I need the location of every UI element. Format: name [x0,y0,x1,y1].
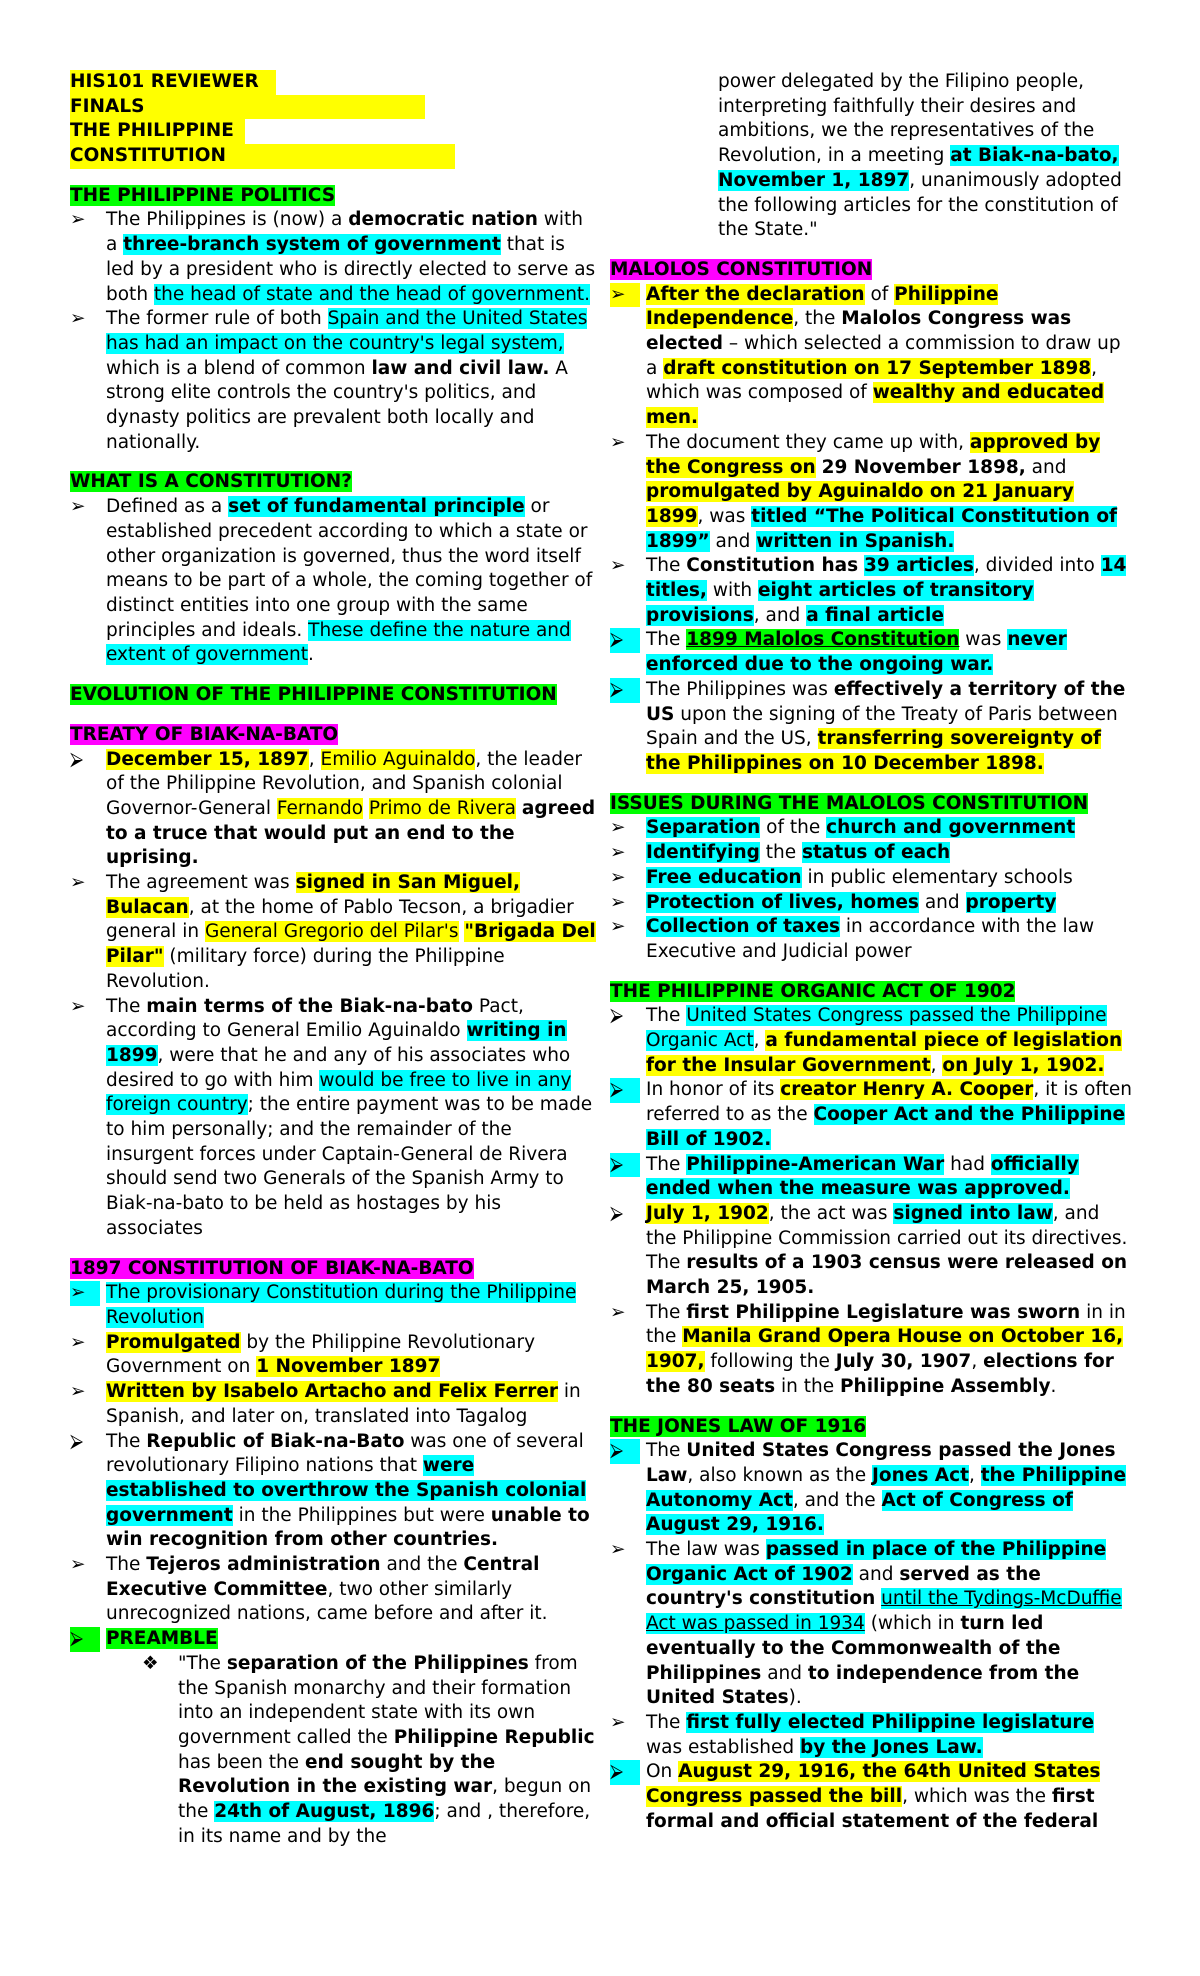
list-item [70,1430,598,1554]
text-run: The Philippines is (now) a [106,209,349,231]
text-run: , [308,748,321,770]
section-issues-malolos [610,792,1132,965]
arrow-icon: ➢ [610,891,626,913]
text-run: and [1025,456,1067,478]
text-run: , were that he and any of his associates who desired to go with him [106,1044,571,1091]
section-title: THE PHILIPPINE ORGANIC ACT OF 1902 [610,980,1016,1002]
text-run: first Philippine Legislature was sworn [686,1301,1081,1323]
text-run: first formal and official statement of the federal [646,1786,1099,1832]
list-item [70,307,598,455]
list-item [70,1331,598,1380]
text-run: Separation [646,817,761,839]
text-run: ; and , therefore, in its name and by the [178,1801,591,1847]
arrow-icon: ⮚ [70,1627,100,1652]
text-run: three-branch system of government [123,234,501,256]
text-run: The Philippines was [646,678,834,700]
list-item [70,1380,598,1429]
text-run: promulgated by Aguinaldo on 21 January 1899 [646,481,1074,527]
text-run: (military force) during the Philippine Revolution. [106,946,505,992]
text-run: main terms of the Biak-na-bato [146,995,473,1017]
text-run: ). [788,1687,802,1709]
text-run: , [971,1351,984,1373]
text-run: August 29, 1916, the 64th United States Congress passed the bill [646,1761,1101,1808]
arrow-icon: ➢ [70,1331,86,1353]
text-run: or established precedent according to which a state or other organization is governed, thus the word itself means to be part of a whole, the coming together of distinct entities into one group with the same principles and ideals. [106,496,593,641]
arrow-icon: ⮚ [610,1439,640,1464]
diamond-icon: ❖ [142,1652,159,1674]
text-run: in the Philippines but were [232,1504,491,1526]
text-run: unable to win recognition from other countries. [106,1504,590,1551]
text-run: , two other similarly unrecognized nations, came before and after it. [106,1578,548,1625]
arrow-icon: ➢ [70,1381,86,1403]
arrow-icon: ➢ [610,842,626,864]
text-run: first fully elected Philippine legislature [686,1712,1095,1733]
list-item [70,995,598,1242]
arrow-icon: ➢ [610,431,626,453]
document-header [70,70,598,169]
text-run: Constitution has [686,555,859,577]
text-run: After the declaration [646,283,865,305]
arrow-icon: ⮚ [610,1202,624,1224]
text-run: Philippine Independence [646,283,999,330]
text-run: General Gregorio del Pilar's [204,921,459,943]
text-run: The agreement was [106,872,296,894]
list-item [610,1202,1132,1301]
list-item [70,1281,598,1330]
text-run: agreed to a truce that would put an end to the uprising. [106,797,596,869]
text-run: results of a 1903 census were released on March 25, 1905. [646,1252,1128,1299]
text-run: The [106,1554,147,1576]
list-item [610,1538,1132,1711]
section-evolution [70,683,598,708]
text-run: On [646,1761,679,1783]
text-run: , the leader of the Philippine Revolution, and Spanish colonial Governor-General [106,748,582,819]
preamble-quote [70,1652,598,1850]
list-item [610,1301,1132,1400]
text-run: Manila Grand Opera House on October 16, 1907, [646,1326,1124,1373]
text-run: Act of Congress of August 29, 1916. [646,1489,1073,1536]
text-run: from the Spanish monarchy and their formation into an independent state with its own government called the [178,1652,578,1748]
text-run: had [944,1153,991,1175]
text-run: signed in San Miguel, Bulacan [106,872,521,918]
text-run: was established [646,1736,800,1758]
arrow-icon: ⮚ [70,1430,84,1452]
text-run: the head of state and the head of government. [153,283,591,305]
text-run: in public elementary schools [801,866,1073,888]
text-run: of the [760,817,827,839]
text-run: Collection of taxes [646,916,841,938]
text-run: end sought by the Revolution in the existing war [178,1751,496,1798]
header-line-1: HIS101 REVIEWER [70,70,276,95]
text-run: a final article [806,604,944,626]
text-run: effectively a territory of the US [646,678,1126,725]
list-item [610,1711,1132,1760]
list-item [610,628,1132,677]
text-run: by the Jones Law. [800,1736,983,1758]
text-run: a fundamental piece of legislation for the Insular Government [646,1030,1123,1076]
text-run: , unanimously adopted the following articles for the constitution of the State." [718,169,1122,241]
text-run: in Spanish, and later on, translated into Tagalog [106,1381,581,1427]
arrow-icon: ⮚ [610,1760,640,1785]
text-run: The former rule of both [106,308,328,330]
text-run: signed into law [893,1202,1053,1224]
list-item [610,915,1132,964]
text-run: , divided into [973,555,1101,577]
text-run: These define the nature and extent of government [106,619,571,666]
text-run: Written by Isabelo Artacho and Felix Ferrer [106,1381,559,1403]
text-run: Protection of lives, homes [646,891,919,913]
list-item [610,841,1132,866]
text-run: Malolos Congress was elected [646,308,1072,355]
text-run: , which was composed of [646,357,1097,404]
arrow-icon: ➢ [610,1539,626,1561]
text-run: and [761,1662,808,1684]
text-run: provisionary Constitution during the Philippine Revolution [106,1282,577,1328]
section-title: 1897 CONSTITUTION OF BIAK-NA-BATO [70,1257,474,1279]
text-run: Tejeros administration [146,1554,381,1576]
text-run: turn led eventually to the Commonwealth of the Philippines [646,1613,1061,1684]
header-line-4: CONSTITUTION [70,144,455,169]
text-run: The [646,555,687,577]
text-run: , and [753,604,807,626]
text-run: The [646,629,687,651]
text-run: United States Congress passed the Jones Law [646,1440,1116,1486]
text-run: , [968,1464,981,1486]
section-malolos-constitution [610,258,1132,777]
arrow-icon: ⮚ [610,628,640,653]
text-run: Fernando [276,797,364,819]
text-run: set of fundamental principle [228,496,525,518]
section-1897-constitution [70,1257,598,1850]
text-run: , also known as the [687,1464,873,1486]
list-item [610,866,1132,891]
text-run: In honor of its [646,1079,781,1101]
arrow-icon: ➢ [610,1301,626,1323]
text-run: property [965,891,1057,913]
arrow-icon: ⮚ [610,1078,640,1103]
section-title: THE PHILIPPINE POLITICS [70,184,336,206]
text-run: Defined as a [106,496,229,518]
text-run: The [106,995,147,1017]
text-run: The [106,1282,147,1304]
text-run: 39 articles [864,555,974,577]
section-treaty-biak-na-bato [70,723,598,1242]
list-item [610,1439,1132,1538]
text-run: . [308,644,314,666]
text-run: draft constitution on 17 September 1898 [663,357,1092,379]
arrow-icon: ➢ [70,496,86,518]
text-run: Pact, according to General Emilio Aguinaldo [106,995,524,1042]
text-run: Jones Act [872,1464,969,1486]
text-run: never enforced due to the ongoing war. [646,629,1067,676]
text-run: which is a blend of common [106,357,372,379]
text-run: Philippine Assembly [839,1375,1051,1397]
text-run: Philippine-American War [686,1153,945,1175]
text-run: Promulgated [106,1331,241,1353]
text-run: to independence from the United States [646,1662,1080,1709]
text-run: Central Executive Committee [106,1554,540,1600]
text-run: of [864,283,895,305]
text-run: following the [704,1351,836,1373]
text-run: "The [178,1652,227,1674]
text-run: law and civil law. [371,357,550,379]
text-run: , which was the [902,1786,1052,1808]
text-run: The [646,1153,687,1175]
text-run: Emilio Aguinaldo [320,748,476,770]
list-item [70,208,598,307]
section-organic-act-1902 [610,980,1132,1400]
text-run: was one of several revolutionary Filipino nations that [106,1430,584,1477]
text-run: approved by the Congress on [646,431,1101,478]
text-run: The [646,1712,687,1733]
section-title: MALOLOS CONSTITUTION [610,258,873,280]
preamble-label: PREAMBLE [106,1628,218,1650]
text-run: with a [106,209,584,256]
list-item [610,431,1132,555]
text-run: with [706,580,758,602]
text-run: Philippine Republic [393,1726,595,1748]
text-run: and [918,891,966,913]
text-run: , [930,1054,943,1076]
text-run: in in the [646,1301,1126,1348]
text-run: was [959,629,1008,651]
text-run: elections for the 80 seats [646,1351,1114,1397]
text-run: The [106,1430,147,1452]
text-run: church and government [826,817,1076,839]
text-run: Free education [646,866,802,888]
text-run: , [753,1030,766,1052]
text-run: 1899 Malolos Constitution [686,629,960,651]
text-run: July 1, 1902 [646,1202,769,1224]
text-run: Primo de Rivera [368,797,516,819]
text-run: , begun on the [178,1776,592,1823]
section-what-is-constitution [70,470,598,668]
list-item [70,1627,598,1652]
text-run: on July 1, 1902. [942,1054,1105,1076]
arrow-icon: ⮚ [70,748,84,770]
text-run: , the [793,308,842,330]
arrow-icon: ➢ [610,1712,626,1733]
text-run: that is led by a president who is directly elected to serve as both [106,234,596,305]
text-run: The document they came up with, [646,431,970,453]
list-item [610,1153,1132,1202]
list-item [70,1553,598,1627]
text-run: creator Henry A. Cooper [780,1079,1034,1101]
text-run: Cooper Act and the Philippine Bill of 1902. [646,1104,1126,1150]
text-run: separation of the Philippines [226,1652,529,1674]
text-run: , it is often referred to as the [646,1079,1132,1126]
section-philippine-politics [70,184,598,456]
arrow-icon: ➢ [70,1554,86,1576]
text-run: in the [775,1375,840,1397]
left-column [70,70,598,1849]
arrow-icon: ➢ [70,872,86,894]
list-item [70,871,598,995]
text-run: ; the entire payment was to be made to him personally; and the remainder of the insurgent forces under Captain-General de Rivera should send two Generals of the Spanish Army to Biak-na-bato to be held as hostages by his associates [106,1094,593,1239]
text-run: at Biak-na-bato, November 1, 1897 [718,145,1119,191]
section-title: EVOLUTION OF THE PHILIPPINE CONSTITUTION [70,684,557,706]
header-line-3: THE PHILIPPINE [70,119,245,144]
list-item [610,283,1132,431]
text-run: titled “The Political Constitution of 1899” [646,505,1118,552]
text-run: would be free to live in any foreign country [106,1069,572,1116]
text-run: written in Spanish. [756,530,955,552]
text-run: United States Congress passed the Philippine Organic Act [646,1005,1107,1052]
text-run: the Philippine Autonomy Act [646,1464,1127,1511]
arrow-icon: ➢ [610,555,626,577]
text-run: the [759,842,803,864]
text-run: wealthy and educated men. [646,382,1105,429]
arrow-icon: ➢ [610,916,626,938]
text-run: 29 November 1898, [821,456,1026,478]
section-title: ISSUES DURING THE MALOLOS CONSTITUTION [610,792,1089,814]
text-run: The [646,1440,687,1462]
text-run: 14 titles, [646,555,1127,602]
text-run: by the Philippine Revolutionary Government on [106,1331,536,1378]
text-run: officially ended when the measure was approved. [646,1153,1079,1200]
text-run: , and the [792,1489,882,1511]
list-item [610,554,1132,628]
text-run: December 15, 1897 [106,748,309,770]
text-run: and [709,530,757,552]
text-run: , was [697,505,752,527]
text-run: has been the [178,1751,305,1773]
text-run: , and the Philippine Commission carried out its directives. The [646,1202,1128,1274]
header-line-2: FINALS [70,95,425,120]
list-item [610,816,1132,841]
section-title: THE JONES LAW OF 1916 [610,1415,867,1437]
preamble-continued [610,70,1132,243]
arrow-icon: ⮚ [610,1153,640,1178]
text-run: – which selected a commission to draw up a [646,333,1121,379]
section-title: TREATY OF BIAK-NA-BATO [70,723,339,745]
text-run: served as the country's constitution [646,1563,1041,1610]
text-run: The [646,1301,687,1323]
text-run: eight articles of transitory provisions [646,580,1034,626]
text-run: A strong elite controls the country's politics, and dynasty politics are prevalent both locally and nationally. [106,357,568,453]
text-run: writing in 1899 [106,1020,567,1066]
list-item [70,748,598,872]
arrow-icon: ⮚ [610,678,640,703]
arrow-icon: ⮚ [610,1005,624,1027]
text-run: until the Tydings-McDuffie Act was passed in 1934 [646,1588,1122,1635]
text-run: July 30, 1907 [835,1351,972,1373]
text-run: (which in [864,1613,961,1635]
text-run: and the [380,1554,464,1576]
text-run: Spain and the United States has had an impact on the country's legal system, [106,308,588,354]
text-run: Identifying [646,842,760,864]
text-run: The [646,1005,687,1027]
list-item [610,1078,1132,1152]
text-run: power delegated by the Filipino people, interpreting faithfully their desires and ambitions, we the representatives of the Revolution, in a meeting [718,71,1095,167]
arrow-icon: ➢ [610,283,640,308]
arrow-icon: ➢ [70,209,86,231]
list-item [70,495,598,668]
text-run: passed in place of the Philippine Organic Act of 1902 [646,1539,1107,1585]
arrow-icon: ➢ [610,866,626,888]
list-item [610,1004,1132,1078]
text-run: upon the signing of the Treaty of Paris between Spain and the US, [646,703,1118,750]
text-run: were established to overthrow the Spanish colonial government [106,1455,587,1526]
text-run: 24th of August, 1896 [214,1801,435,1823]
text-run: , at the home of Pablo Tecson, a brigadier general in [106,896,574,943]
text-run: . [1050,1375,1057,1397]
right-column [610,70,1132,1835]
text-run: in accordance with the law Executive and Judicial power [646,916,1095,962]
text-run: , the act was [768,1202,894,1224]
arrow-icon: ➢ [70,1281,100,1306]
list-item [610,891,1132,916]
arrow-icon: ➢ [610,817,626,839]
section-title: WHAT IS A CONSTITUTION? [70,471,352,493]
text-run: "Brigada Del Pilar" [106,921,596,968]
arrow-icon: ➢ [70,995,86,1017]
text-run: 1 November 1897 [256,1356,441,1378]
arrow-icon: ➢ [70,308,86,330]
list-item [610,678,1132,777]
text-run: Republic of Biak-na-Bato [146,1430,405,1452]
text-run: status of each [802,842,951,864]
list-item [610,1760,1132,1834]
section-jones-law-1916 [610,1415,1132,1835]
text-run: The law was [646,1539,766,1561]
text-run: transferring sovereignty of the Philippines on 10 December 1898. [646,728,1102,774]
text-run: democratic nation [348,209,538,231]
text-run: and [852,1563,900,1585]
